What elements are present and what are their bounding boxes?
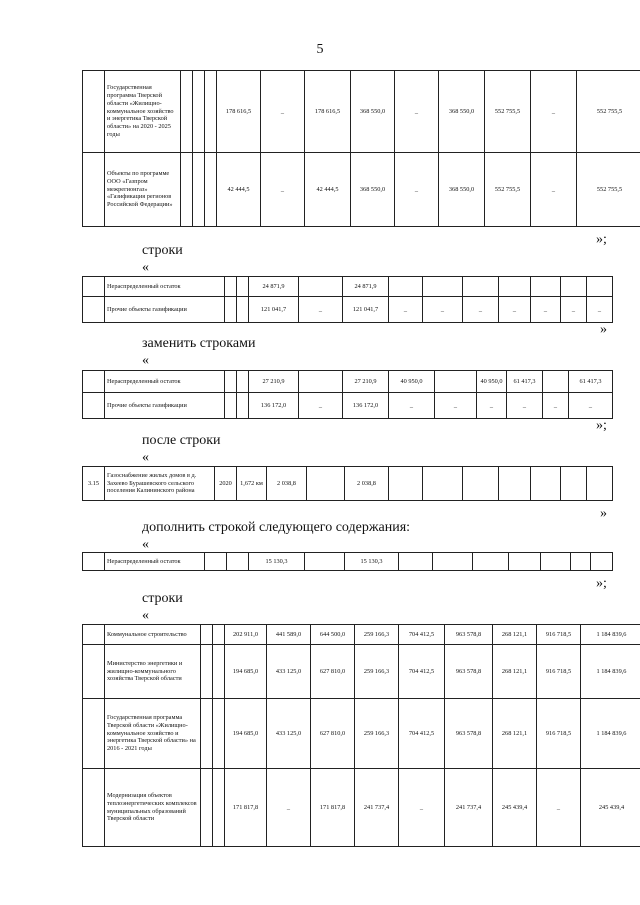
table-cell: 368 550,0 xyxy=(351,71,395,153)
section-heading: строки xyxy=(142,243,183,258)
end-mark: »; xyxy=(596,232,607,247)
table-cell xyxy=(305,553,345,571)
table-cell: _ xyxy=(261,153,305,227)
table-cell: 368 550,0 xyxy=(351,153,395,227)
table-cell xyxy=(83,645,105,699)
table-cell xyxy=(83,371,105,393)
table-cell: 194 685,0 xyxy=(225,699,267,769)
table-cell: _ xyxy=(399,769,445,847)
table-cell xyxy=(531,467,561,501)
table-cell: _ xyxy=(561,297,587,323)
table-cell xyxy=(225,297,237,323)
table-cell: _ xyxy=(543,393,569,419)
table-cell xyxy=(83,769,105,847)
table-cell: 627 810,0 xyxy=(311,699,355,769)
table-cell xyxy=(473,553,509,571)
table-cell xyxy=(201,769,213,847)
table-cell xyxy=(83,277,105,297)
table-cell: 368 550,0 xyxy=(439,153,485,227)
table-cell xyxy=(225,393,237,419)
table-cell xyxy=(213,769,225,847)
table-cell: 433 125,0 xyxy=(267,645,311,699)
table-cell: 194 685,0 xyxy=(225,645,267,699)
table-cell: 2 038,8 xyxy=(345,467,389,501)
end-mark: » xyxy=(600,322,607,337)
open-quote: « xyxy=(142,353,149,368)
table-row xyxy=(83,467,613,501)
table-cell xyxy=(205,71,217,153)
table-cell: 241 737,4 xyxy=(445,769,493,847)
table-cell: 24 871,9 xyxy=(249,277,299,297)
table-cell: _ xyxy=(395,153,439,227)
table-added-row xyxy=(82,552,613,571)
table-cell xyxy=(205,153,217,227)
table-cell: _ xyxy=(299,297,343,323)
end-mark: » xyxy=(600,506,607,521)
table-cell: 627 810,0 xyxy=(311,645,355,699)
table-cell xyxy=(227,553,249,571)
table-cell: 2 038,8 xyxy=(267,467,307,501)
table-cell xyxy=(83,153,105,227)
table-cell: 704 412,5 xyxy=(399,699,445,769)
table-cell xyxy=(509,553,541,571)
table-cell: 259 166,3 xyxy=(355,625,399,645)
table-cell: _ xyxy=(587,297,613,323)
row-name: Нераспределенный остаток xyxy=(105,277,225,297)
table-cell xyxy=(213,625,225,645)
table-cell: 178 616,5 xyxy=(305,71,351,153)
table-cell: 963 578,8 xyxy=(445,625,493,645)
table-cell: 61 417,3 xyxy=(507,371,543,393)
table-cell xyxy=(193,71,205,153)
table-row xyxy=(83,625,640,645)
table-cell xyxy=(83,699,105,769)
table-cell: _ xyxy=(435,393,477,419)
table-cell: 241 737,4 xyxy=(355,769,399,847)
table-cell: 202 911,0 xyxy=(225,625,267,645)
table-cell xyxy=(213,645,225,699)
table-cell: 259 166,3 xyxy=(355,645,399,699)
table-cell: 136 172,0 xyxy=(343,393,389,419)
table-row xyxy=(83,71,640,153)
table-cell: _ xyxy=(389,297,423,323)
table-cell xyxy=(561,467,587,501)
table-cell xyxy=(543,371,569,393)
table-cell xyxy=(225,277,237,297)
table-cell: 368 550,0 xyxy=(439,71,485,153)
table-cell xyxy=(531,277,561,297)
table-cell: 15 130,3 xyxy=(345,553,399,571)
row-name: Государственная программа Тверской области «Жилищно-коммунальное хозяйство и энергетика Тверской области» на 2016 - 2021 годы xyxy=(105,699,201,769)
open-quote: « xyxy=(142,537,149,552)
table-cell: 27 210,9 xyxy=(343,371,389,393)
table-old-rows xyxy=(82,276,613,323)
section-heading: строки xyxy=(142,591,183,606)
table-cell xyxy=(463,277,499,297)
table-cell: 552 755,5 xyxy=(577,153,640,227)
row-name: Министерство энергетики и жилищно-коммунального хозяйства Тверской области xyxy=(105,645,201,699)
table-cell: 268 121,1 xyxy=(493,699,537,769)
table-cell: 552 755,5 xyxy=(485,153,531,227)
table-cell: 704 412,5 xyxy=(399,625,445,645)
table-cell: _ xyxy=(531,71,577,153)
table-row xyxy=(83,769,640,847)
table-cell: 40 950,0 xyxy=(389,371,435,393)
table-cell: 27 210,9 xyxy=(249,371,299,393)
table-cell: _ xyxy=(507,393,543,419)
table-cell xyxy=(201,645,213,699)
table-cell: 121 041,7 xyxy=(249,297,299,323)
table-cell: 552 755,5 xyxy=(485,71,531,153)
table-cell: 916 718,5 xyxy=(537,645,581,699)
row-name: Прочие объекты газификации xyxy=(105,297,225,323)
table-row xyxy=(83,645,640,699)
table-cell xyxy=(591,553,613,571)
table-cell xyxy=(237,371,249,393)
table-row xyxy=(83,699,640,769)
table-cell xyxy=(423,277,463,297)
table-cell: 268 121,1 xyxy=(493,625,537,645)
table-cell xyxy=(237,277,249,297)
table-cell xyxy=(83,553,105,571)
table-cell xyxy=(561,277,587,297)
table-cell xyxy=(399,553,433,571)
table-cell: _ xyxy=(463,297,499,323)
table-cell: _ xyxy=(537,769,581,847)
table-cell: 40 950,0 xyxy=(477,371,507,393)
table-cell: 552 755,5 xyxy=(577,71,640,153)
section-heading: после строки xyxy=(142,433,221,448)
table-cell xyxy=(571,553,591,571)
open-quote: « xyxy=(142,608,149,623)
table-cell xyxy=(499,277,531,297)
table-cell: 121 041,7 xyxy=(343,297,389,323)
table-cell xyxy=(433,553,473,571)
table-cell: 2020 xyxy=(215,467,237,501)
table-cell xyxy=(201,699,213,769)
table-cell: _ xyxy=(531,297,561,323)
table-cell xyxy=(205,553,227,571)
table-cell xyxy=(83,625,105,645)
table-row xyxy=(83,277,613,297)
row-number: 3.15 xyxy=(83,467,105,501)
row-name: Нераспределенный остаток xyxy=(105,371,225,393)
table-cell xyxy=(193,153,205,227)
table-row xyxy=(83,153,640,227)
table-cell xyxy=(423,467,463,501)
table-row xyxy=(83,297,613,323)
table-cell: 1 184 839,6 xyxy=(581,699,640,769)
table-cell xyxy=(307,467,345,501)
table-cell xyxy=(299,371,343,393)
row-name: Объекты по программе ООО «Газпром межрегионгаз» «Газификация регионов Российской Федерации» xyxy=(105,153,181,227)
table-cell: 704 412,5 xyxy=(399,645,445,699)
table-cell xyxy=(499,467,531,501)
table-cell: 916 718,5 xyxy=(537,625,581,645)
section-heading: дополнить строкой следующего содержания: xyxy=(142,520,411,535)
table-cell xyxy=(587,467,613,501)
table-cell: _ xyxy=(395,71,439,153)
table-cell xyxy=(83,71,105,153)
row-name: Нераспределенный остаток xyxy=(105,553,205,571)
page-number: 5 xyxy=(316,42,324,57)
table-cell xyxy=(225,371,237,393)
row-name: Газоснабжение жилых домов в д. Захеево Бурашевского сельского поселения Калининского района xyxy=(105,467,215,501)
table-cell: _ xyxy=(261,71,305,153)
table-cell xyxy=(201,625,213,645)
table-cell xyxy=(181,71,193,153)
table-cell xyxy=(83,297,105,323)
table-cell: 15 130,3 xyxy=(249,553,305,571)
table-cell: _ xyxy=(499,297,531,323)
table-cell: 178 616,5 xyxy=(217,71,261,153)
table-row xyxy=(83,393,613,419)
table-cell: _ xyxy=(423,297,463,323)
table-cell: 171 817,8 xyxy=(225,769,267,847)
table-cell xyxy=(213,699,225,769)
table-cell: 245 439,4 xyxy=(581,769,640,847)
table-cell: 644 500,0 xyxy=(311,625,355,645)
row-name: Коммунальное строительство xyxy=(105,625,201,645)
table-cell xyxy=(237,297,249,323)
table-cell: 1 184 839,6 xyxy=(581,625,640,645)
table-cell: 441 589,0 xyxy=(267,625,311,645)
end-mark: »; xyxy=(596,418,607,433)
section-heading: заменить строками xyxy=(142,336,256,351)
table-cell: 1,672 км xyxy=(237,467,267,501)
table-row xyxy=(83,553,613,571)
open-quote: « xyxy=(142,260,149,275)
table-row xyxy=(83,371,613,393)
table-cell: 1 184 839,6 xyxy=(581,645,640,699)
table-cell: _ xyxy=(477,393,507,419)
open-quote: « xyxy=(142,450,149,465)
table-cell xyxy=(389,277,423,297)
table-program-rows xyxy=(82,70,640,227)
table-cell: 963 578,8 xyxy=(445,645,493,699)
table-cell: 42 444,5 xyxy=(305,153,351,227)
table-cell xyxy=(587,277,613,297)
table-cell: _ xyxy=(389,393,435,419)
table-cell: 136 172,0 xyxy=(249,393,299,419)
table-after-row xyxy=(82,466,613,501)
table-cell: 916 718,5 xyxy=(537,699,581,769)
table-cell xyxy=(389,467,423,501)
table-cell: _ xyxy=(569,393,613,419)
table-cell xyxy=(435,371,477,393)
table-cell xyxy=(83,393,105,419)
table-cell xyxy=(541,553,571,571)
table-cell: _ xyxy=(299,393,343,419)
table-cell: 245 439,4 xyxy=(493,769,537,847)
table-cell: 171 817,8 xyxy=(311,769,355,847)
table-cell xyxy=(181,153,193,227)
table-cell: 433 125,0 xyxy=(267,699,311,769)
row-name: Государственная программа Тверской области «Жилищно-коммунальное хозяйство и энергетика Тверской области» на 2020 - 2025 годы xyxy=(105,71,181,153)
table-cell: 24 871,9 xyxy=(343,277,389,297)
table-cell xyxy=(237,393,249,419)
table-cell xyxy=(299,277,343,297)
table-cell: 61 417,3 xyxy=(569,371,613,393)
table-cell xyxy=(463,467,499,501)
table-cell: 259 166,3 xyxy=(355,699,399,769)
table-cell: _ xyxy=(531,153,577,227)
table-communal-rows xyxy=(82,624,640,847)
table-cell: 268 121,1 xyxy=(493,645,537,699)
table-cell: 963 578,8 xyxy=(445,699,493,769)
table-new-rows xyxy=(82,370,613,419)
table-cell: 42 444,5 xyxy=(217,153,261,227)
end-mark: »; xyxy=(596,576,607,591)
row-name: Модернизация объектов теплоэнергетических комплексов муниципальных образований Тверской области xyxy=(105,769,201,847)
table-cell: _ xyxy=(267,769,311,847)
row-name: Прочие объекты газификации xyxy=(105,393,225,419)
